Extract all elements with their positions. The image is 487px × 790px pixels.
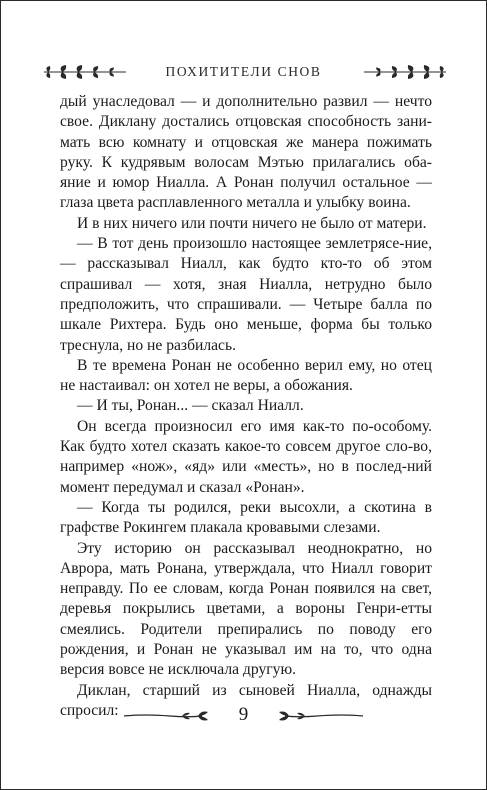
paragraph: И в них ничего или почти ничего не было от матери.	[77, 214, 427, 232]
page-footer	[0, 702, 487, 732]
paragraph: Диклан, старший из сыновей Ниалла, однажды спросил:	[60, 681, 432, 719]
paragraph: — Когда ты родился, реки высохли, а скотина в графстве Рокингем плакала кровавыми слезами.	[60, 498, 432, 537]
running-header	[0, 58, 487, 86]
paragraph: — В тот день произошло настоящее землетрясе-ние, — рассказывал Ниалл, как будто кто-то об этом спрашивал — хотя, зная Ниалла, нетрудно было предположить, что спрашивали. — Четыре балла по шкале Рихтера. Будь оно меньше, форма бы только треснула, но не разбилась.	[60, 235, 432, 354]
body-text	[60, 92, 432, 721]
paragraph: В те времена Ронан не особенно верил ему, но отец не настаивал: он хотел не веры, а обожания.	[60, 356, 432, 395]
running-header-title: ПОХИТИТЕЛИ СНОВ	[165, 64, 322, 79]
vine-flourish-icon	[277, 708, 365, 724]
paragraph: Он всегда произносил его имя как-то по-особому. Как будто хотел сказать какое-то совсем другое сло-во, например «нож», «яд» или «месть», но в послед-ний момент передумал и сказал «Ронан».	[60, 417, 432, 496]
paragraph: дый унаследовал — и дополнительно развил — нечто свое. Диклану достались отцовская способность зани-мать всю комнату и отцовская же манера пожимать руку. К кудрявым волосам Мэтью прилагались оба-яние и юмор Ниалла. А Ронан получил остальное — глаза цвета расплавленного металла и улыбку воина.	[60, 93, 432, 212]
paragraph: Эту историю он рассказывал неоднократно, но Аврора, мать Ронана, утверждала, что Ниалл говорит неправду. По ее словам, когда Ронан появился на свет, деревья покрылись цветами, а вороны Генри-етты смеялись. Родители препирались по поводу его рождения, и Ронан не указывал им на то, что одна версия вовсе не исключала другую.	[60, 539, 432, 679]
paragraph: — И ты, Ронан... — сказал Ниалл.	[77, 397, 304, 415]
page-number: 9	[238, 704, 249, 725]
laurel-branch-icon	[360, 64, 450, 80]
